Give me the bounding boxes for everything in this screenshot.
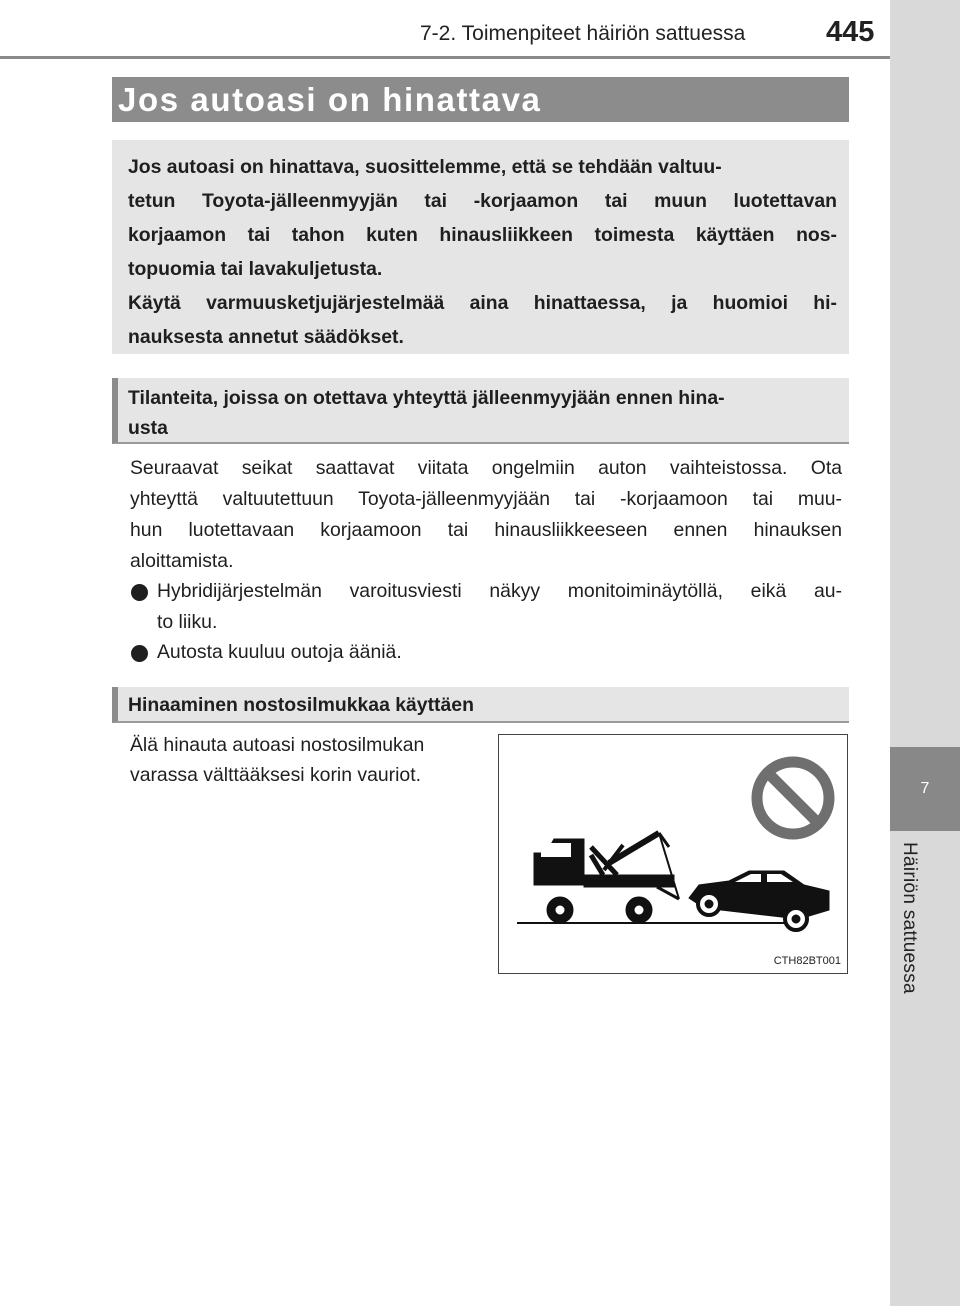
intro-line: nauksesta annetut säädökset. — [128, 326, 404, 348]
paragraph-line: Älä hinauta autoasi nostosilmukan — [130, 734, 425, 756]
tow-truck-icon — [534, 833, 679, 923]
prohibition-icon — [757, 762, 829, 834]
chapter-number: 7 — [920, 780, 930, 797]
paragraph-line: hun luotettavaan korjaamoon tai hinausliikkeeseen ennen hinauksen — [130, 519, 842, 541]
paragraph-line: aloittamista. — [130, 550, 234, 572]
page-number: 445 — [826, 16, 875, 48]
paragraph-line: Seuraavat seikat saattavat viitata ongelmiin auton vaihteistossa. Ota — [130, 457, 842, 479]
intro-box — [112, 140, 849, 354]
side-strip — [890, 0, 960, 1306]
bullet-icon — [131, 645, 148, 662]
section-banner — [112, 77, 849, 122]
chapter-tab[interactable] — [890, 747, 960, 831]
intro-line: korjaamon tai tahon kuten hinausliikkeen toimesta käyttäen nos- — [128, 224, 837, 246]
intro-line: Jos autoasi on hinattava, suosittelemme, että se tehdään valtuu- — [128, 156, 722, 178]
subsection-heading-line: Hinaaminen nostosilmukkaa käyttäen — [128, 694, 474, 716]
towing-figure — [498, 734, 848, 974]
chapter-title: Häiriön sattuessa — [899, 842, 920, 994]
subsection-heading-line: Tilanteita, joissa on otettava yhteyttä jälleenmyyjään ennen hina- — [128, 387, 725, 409]
running-header: 7-2. Toimenpiteet häiriön sattuessa — [420, 22, 746, 45]
intro-line: topuomia tai lavakuljetusta. — [128, 258, 383, 280]
bullet-icon — [131, 584, 148, 601]
header-divider — [0, 56, 890, 59]
intro-line: Käytä varmuusketjujärjestelmää aina hinattaessa, ja huomioi hi- — [128, 292, 837, 314]
towing-illustration — [499, 735, 847, 973]
subsection-heading — [112, 687, 849, 723]
intro-line: tetun Toyota-jälleenmyyjän tai -korjaamon tai muun luotettavan — [128, 190, 837, 212]
subsection-heading-line: usta — [128, 417, 168, 439]
car-icon — [689, 871, 829, 930]
bullet-text: Autosta kuuluu outoja ääniä. — [157, 641, 402, 663]
subsection-heading — [112, 378, 849, 444]
bullet-text: Hybridijärjestelmän varoitusviesti näkyy monitoiminäytöllä, eikä au- — [157, 580, 842, 602]
paragraph-line: varassa välttääksesi korin vauriot. — [130, 764, 421, 786]
bullet-text: to liiku. — [157, 611, 218, 633]
paragraph-line: yhteyttä valtuutettuun Toyota-jälleenmyyjään tai -korjaamoon tai muu- — [130, 488, 842, 510]
figure-code: CTH82BT001 — [773, 955, 841, 967]
section-title: Jos autoasi on hinattava — [118, 81, 542, 118]
